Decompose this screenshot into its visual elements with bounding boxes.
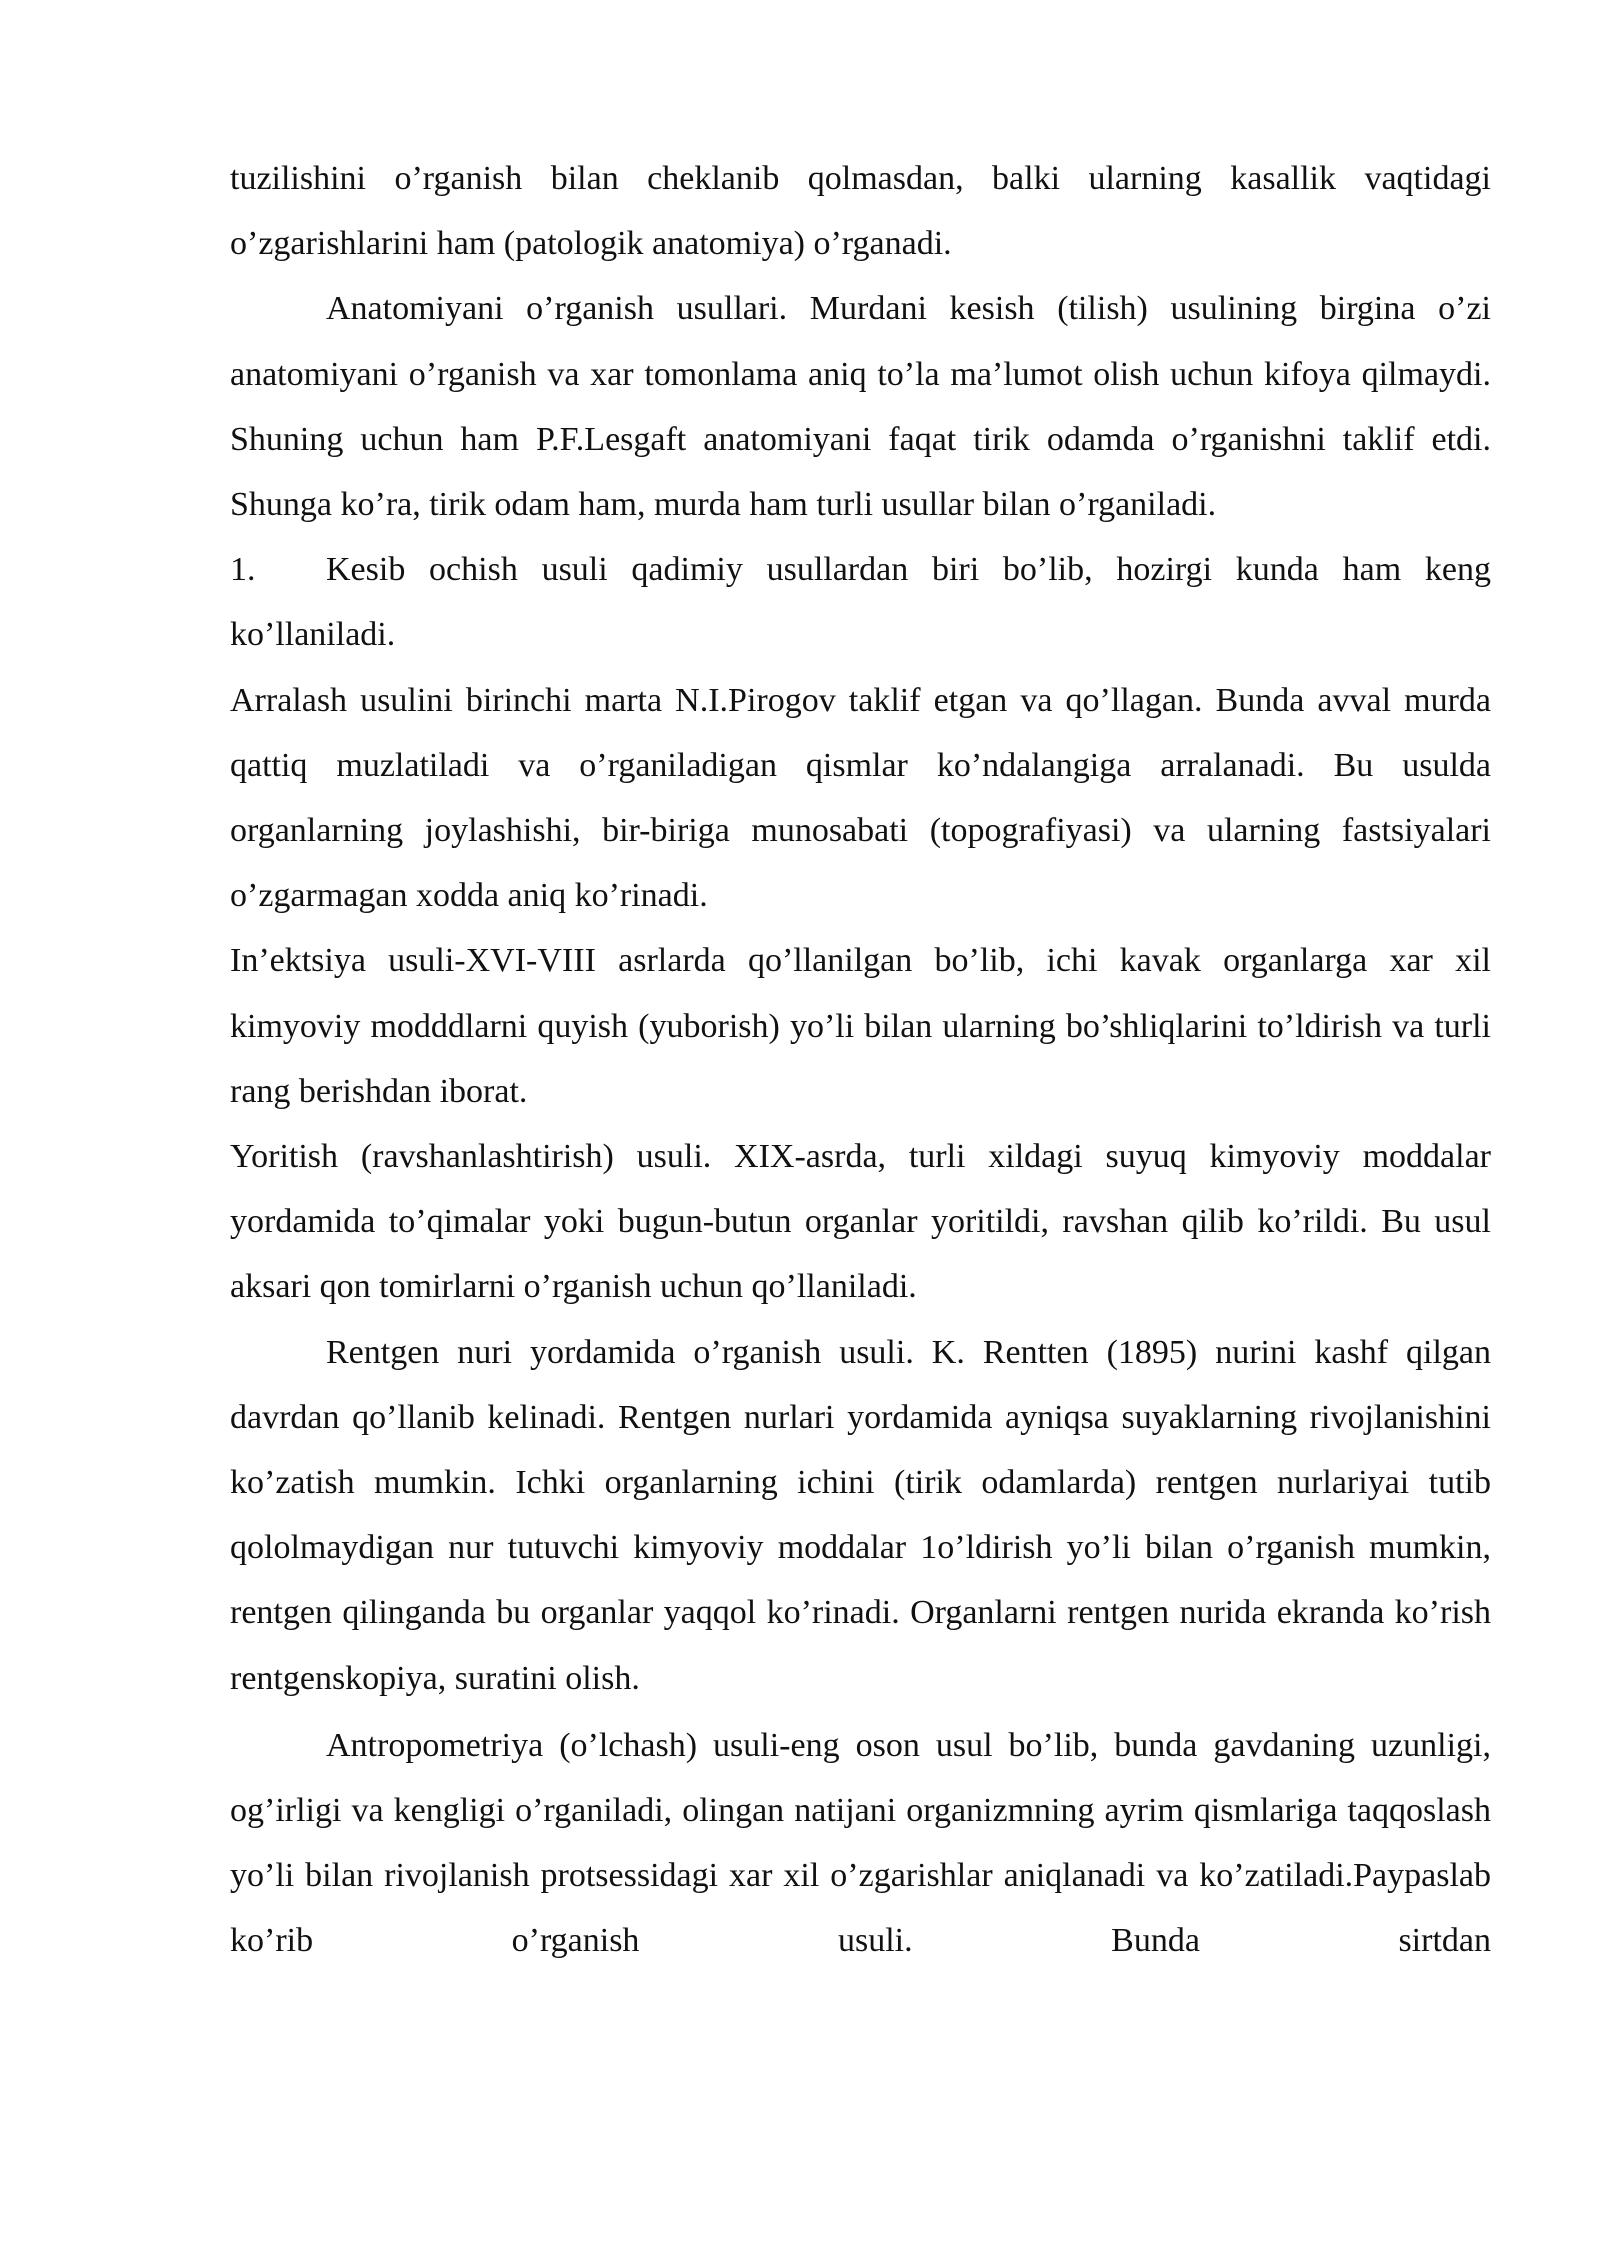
paragraph-dissection-method — [230, 537, 1491, 667]
paragraph-anatomy-definition: tuzilishini o’rganish bilan cheklanib qolmasdan, balki ularning kasallik vaqtidagi o’zgarishlarini ham (patologik anatomiya) o’rganadi. — [230, 160, 1491, 263]
paragraph-xray-method: Rentgen nuri yordamida o’rganish usuli. K. Rentten (1895) nurini kashf qilgan davrdan qo’llanib kelinadi. Rentgen nurlari yordamida ayniqsa suyaklarning rivojlanishini ko’zatish mumkin. Ichki organlarning ichini (tirik odamlarda) rentgen nurlariyai tutib qololmaydigan nur tutuvchi kimyoviy moddalar 1o’ldirish yo’li bilan o’rganish mumkin, rentgen qilinganda bu organlar yaqqol ko’rinadi. Organlarni rentgen nurida ekranda ko’rish rentgenskopiya, suratini olish. — [230, 1333, 1491, 1697]
paragraph-clearing-method: Yoritish (ravshanlashtirish) usuli. XIX-asrda, turli xildagi suyuq kimyoviy moddalar yordamida to’qimalar yoki bugun-butun organlar yoritildi, ravshan qilib ko’rildi. Bu usul aksari qon tomirlarni o’rganish uchun qo’llaniladi. — [230, 1138, 1491, 1306]
document-body — [230, 146, 1491, 1974]
list-number: 1. — [230, 551, 256, 589]
paragraph-anthropometry-method: Antropometriya (o’lchash) usuli-eng oson usul bo’lib, bunda gavdaning uzunligi, og’irligi va kengligi o’rganiladi, olingan natijani organizmning ayrim qismlariga taqqoslash yo’li bilan rivojlanish protsessidagi xar xil o’zgarishlar aniqlanadi va ko’zatiladi.Paypaslab ko’rib o’rganish usuli. Bunda sirtdan — [230, 1726, 1491, 1960]
paragraph-sawing-method: Arralash usulini birinchi marta N.I.Pirogov taklif etgan va qo’llagan. Bunda avval murda qattiq muzlatiladi va o’rganiladigan qismlar ko’ndalangiga arralanadi. Bu usulda organlarning joylashishi, bir-biriga munosabati (topografiyasi) va ularning fastsiyalari o’zgarmagan xodda aniq ko’rinadi. — [230, 681, 1491, 915]
paragraph-dissection-text: Kesib ochish usuli qadimiy usullardan biri bo’lib, hozirgi kunda ham keng ko’llaniladi. — [230, 551, 1491, 654]
paragraph-study-methods: Anatomiyani o’rganish usullari. Murdani kesish (tilish) usulining birgina o’zi anatomiyani o’rganish va xar tomonlama aniq to’la ma’lumot olish uchun kifoya qilmaydi. Shuning uchun ham P.F.Lesgaft anatomiyani faqat tirik odamda o’rganishni taklif etdi. Shunga ko’ra, tirik odam ham, murda ham turli usullar bilan o’rganiladi. — [230, 290, 1491, 524]
paragraph-injection-method: In’ektsiya usuli-XVI-VIII asrlarda qo’llanilgan bo’lib, ichi kavak organlarga xar xil kimyoviy modddlarni quyish (yuborish) yo’li bilan ularning bo’shliqlarini to’ldirish va turli rang berishdan iborat. — [230, 942, 1491, 1110]
